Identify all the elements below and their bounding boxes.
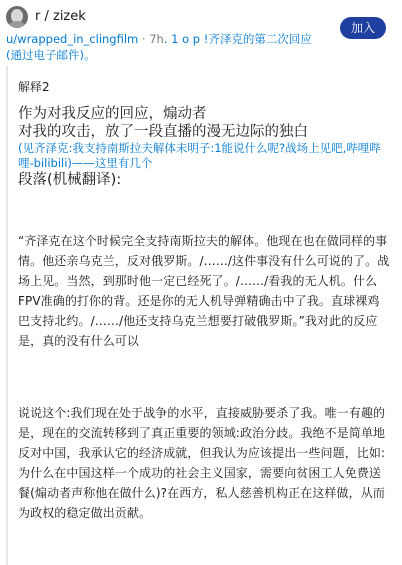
post-time: · 7h: [138, 32, 164, 46]
source-link[interactable]: (见齐泽克:我支持南斯拉夫解体未明子:1能说什么呢?战场上见吧,哔哩哔哩-bilibili)——这里有几个: [18, 141, 381, 170]
post-meta: [6, 31, 324, 63]
thread-rule: [6, 66, 8, 565]
avatar-body: [8, 21, 26, 28]
user-avatar-icon[interactable]: [6, 6, 28, 28]
heading-line-1: 作为对我反应的回应，煽动者: [18, 106, 207, 122]
quote-paragraph: “齐泽克在这个时候完全支持南斯拉夫的解体。他现在也在做同样的事情。他还亲乌克兰，反对俄罗斯。/……/这件事没有什么可说的了。战场上见。当然，到那时他一定已经死了。/……/看我的无人机。什么FPV准确的打你的背。还是你的无人机导弹精确击中了我。直球裸鸡巴支持北约。/……/他还支持乌克兰想要打破俄罗斯。”我对此的反应是，真的没有什么可以: [18, 234, 390, 348]
heading-line-3: 段落(机械翻译):: [18, 172, 122, 188]
post-header: [0, 0, 402, 66]
section-label: 解释2: [18, 80, 50, 94]
join-button[interactable]: 加入: [340, 17, 386, 39]
author-link[interactable]: u/wrapped_in_clingfilm: [6, 32, 139, 46]
spacer: [18, 189, 390, 231]
subreddit-name[interactable]: r / zizek: [35, 9, 86, 24]
spacer: [18, 351, 390, 403]
heading-line-2: 对我的攻击，放了一段直播的漫无边际的独白: [18, 124, 308, 140]
post-title-link[interactable]: . 1 o p !齐泽克的第二次回应(通过电子邮件)。: [6, 32, 312, 62]
reply-paragraph: 说说这个:我们现在处于战争的水平，直接威胁要杀了我。唯一有趣的是，现在的交流转移到了真正重要的领域:政治分歧。我绝不是简单地反对中国，我承认它的经济成就，但我认为应该提出一些问题，比如:为什么在中国这样一个成功的社会主义国家，需要向贫困工人免费送餐(煽动者声称他在做什么)?在西方，私人慈善机构正在这样做，从而为政权的稳定做出贡献。: [18, 406, 386, 520]
post-body: [18, 78, 390, 523]
